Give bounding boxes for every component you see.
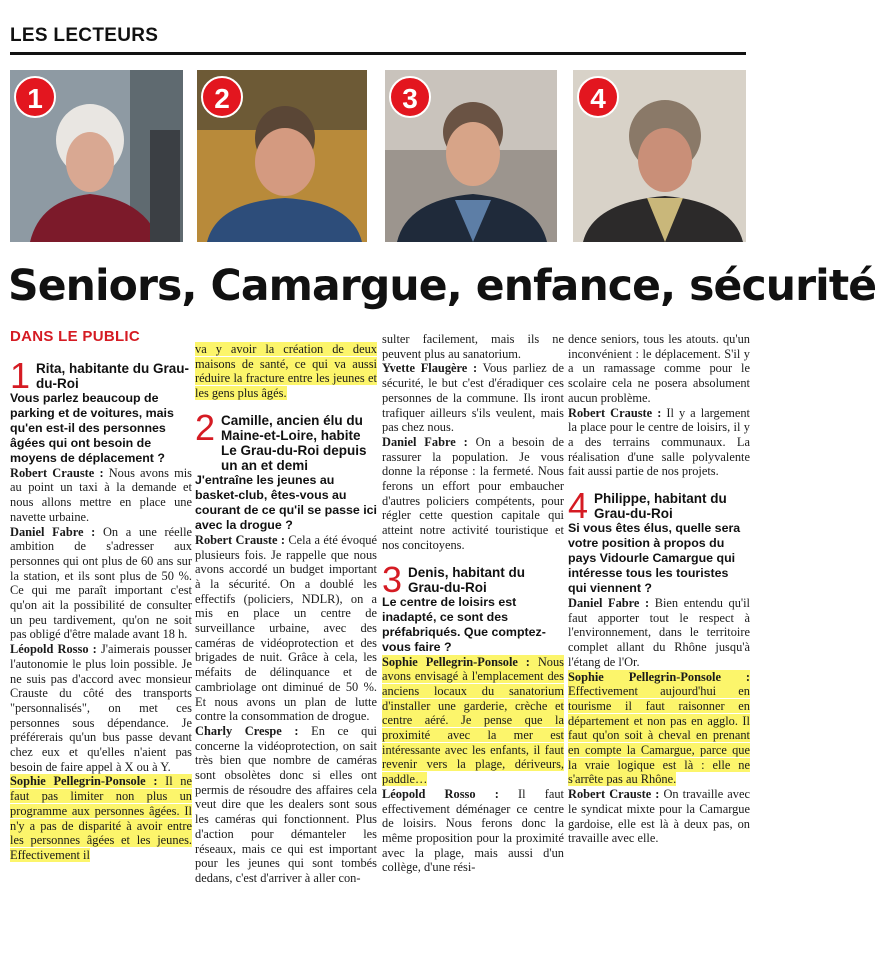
- questioner-4: Philippe, habitant du Grau-du-Roi: [594, 491, 727, 522]
- answer-paragraph: Léopold Rosso : J'aimerais pousser l'autonomie le plus loin possible. Je ne suis pas d'accord avec monsieur Crauste du côté des transports "personnalisés", on met ces personnes sous dépendance. Je préférerais qu'un bus passe devant chez eux et qu'elles n'aient pas besoin de faire appel à X ou à Y.: [10, 642, 193, 774]
- question-header-3: [382, 558, 564, 600]
- answer-paragraph: Sophie Pellegrin-Ponsole : Nous avons envisagé à l'emplacement des anciens locaux du sanatorium d'installer une garderie, crèche et centre aéré. Je pense que la proximité avec la mer est intéressante avec les enfants, il faut revenir vers la plage, dériveurs, paddle…: [382, 654, 564, 787]
- badge-1: 1: [14, 76, 56, 118]
- article-column-2: [195, 342, 377, 886]
- questioner-3: Denis, habitant du Grau-du-Roi: [408, 564, 526, 595]
- question-header-1: [10, 354, 192, 396]
- portrait-photo-3: [385, 70, 557, 242]
- speaker-name: Yvette Flaugère :: [382, 361, 478, 376]
- answer-paragraph: Sophie Pellegrin-Ponsole : Effectivement aujourd'hui en tourisme il faut raisonner en département et non pas en agglo. Il faut qu'on soit à cheval en prenant en compte la Camargue, parce que la vraie logique est là : elle ne s'arrête pas au Rhône.: [568, 669, 750, 787]
- rubric-divider: [10, 52, 746, 55]
- answer-paragraph: Yvette Flaugère : Vous parliez de sécurité, le but c'est d'éradiquer ces personnes de la commune. Ils iront trafiquer ailleurs s'ils veulent, mais pas chez nous.: [382, 361, 564, 435]
- questioner-2: Camille, ancien élu du Maine-et-Loire, habite Le Grau-du-Roi depuis un an et demi: [221, 412, 367, 473]
- questioner-1: Rita, habitante du Grau-du-Roi: [36, 360, 190, 391]
- answer-paragraph: Daniel Fabre : Bien entendu qu'il faut apporter tout le respect à l'environnement, dans le territoire complet allant du Rhône jusqu'à l'étang de l'Or.: [568, 596, 751, 669]
- badge-2: 2: [201, 76, 243, 118]
- speaker-name: Léopold Rosso :: [10, 642, 97, 657]
- badge-4: 4: [577, 76, 619, 118]
- speaker-name: Daniel Fabre :: [10, 524, 96, 539]
- answer-paragraph: Sophie Pellegrin-Ponsole : Il ne faut pas limiter non plus un programme aux personnes âgées. Il n'y a pas de disparité à avoir entre les personnes âgées et les jeunes. Effectivement il: [10, 774, 192, 862]
- speaker-name: Daniel Fabre :: [568, 596, 650, 611]
- answer-paragraph: Daniel Fabre : On a une réelle ambition de s'adresser aux personnes qui ont plus de 60 ans sur la station, et ils sont plus de 50 %. Ce qui me paraît important c'est qu'on ait la possibilité de consulter un peu tardivement, qu'on ne soit pas obligé d'être malade avant 18 h.: [10, 524, 193, 642]
- speaker-name: Sophie Pellegrin-Ponsole :: [382, 654, 530, 669]
- question-number-4: 4: [568, 485, 589, 527]
- speaker-name: Sophie Pellegrin-Ponsole :: [10, 774, 158, 789]
- question-2: J'entraîne les jeunes au basket-club, êtes-vous au courant de ce qu'il se passe ici avec la drogue ?: [195, 472, 377, 532]
- answer-paragraph: Robert Crauste : Cela a été évoqué plusieurs fois. Je rappelle que nous avons accordé un budget important à la sécurité. On a doublé les effectifs (policiers, NDLR), on a mis en place un centre de surveillance urbaine, avec des caméras de vidéoprotection et des brigades de nuit. Grâce à cela, les méfaits de délinquance et de cambriolage ont diminué de 50 %. Et nous avons un plan de lutte contre la consommation de drogue.: [195, 532, 377, 724]
- speaker-name: Robert Crauste :: [568, 405, 662, 420]
- section-rubric: LES LECTEURS: [10, 25, 159, 46]
- speaker-name: Robert Crauste :: [10, 465, 104, 480]
- question-number-2: 2: [195, 406, 216, 448]
- question-header-4: [568, 485, 750, 527]
- kicker: DANS LE PUBLIC: [10, 328, 141, 345]
- article-column-3: [382, 332, 564, 875]
- badge-3: 3: [389, 76, 431, 118]
- portrait-photo-1: [10, 70, 183, 242]
- answer-paragraph: Robert Crauste : On travaille avec le syndicat mixte pour la Camargue gardoise, elle est là à deux pas, on travaille avec elle.: [568, 787, 750, 846]
- question-4: Si vous êtes élus, quelle sera votre position à propos du pays Vidourle Camargue qui intéresse tous les touristes qui viennent ?: [568, 521, 741, 596]
- speaker-name: Robert Crauste :: [568, 787, 660, 802]
- question-number-1: 1: [10, 354, 31, 396]
- speaker-name: Daniel Fabre :: [382, 434, 468, 449]
- portrait-photo-2: [197, 70, 367, 242]
- question-header-2: [195, 406, 377, 473]
- answer-paragraph: Léopold Rosso : Il faut effectivement déménager ce centre de loisirs. Nous ferons donc la même proposition pour la proximité avec la plage, mais aussi d'un collège, d'une rési-: [382, 786, 564, 875]
- speaker-name: Charly Crespe :: [195, 723, 299, 738]
- answer-paragraph: Robert Crauste : Il y a largement la place pour le centre de loisirs, il y a des terrains communaux. La réalisation d'une salle polyvalente fait aussi partie de nos projets.: [568, 405, 751, 479]
- question-3: Le centre de loisirs est inadapté, ce sont des préfabriqués. Que comptez-vous faire ?: [382, 594, 546, 654]
- speaker-name: Robert Crauste :: [195, 532, 286, 547]
- answer-paragraph: Daniel Fabre : On a besoin de rassurer la population. Je vous donne la réponse : la fermeté. Nous ferons un effort pour embaucher d'autres policiers compétents, pour régler cette question capitale qui atteint notre activité touristique et nos concitoyens.: [382, 434, 564, 552]
- article-column-4: [568, 332, 750, 846]
- answer-paragraph: sulter facilement, mais ils ne peuvent plus au sanatorium.: [382, 332, 564, 361]
- article-column-1: [10, 330, 192, 863]
- article-headline: Seniors, Camargue, enfance, sécurité: [8, 262, 876, 311]
- speaker-name: Léopold Rosso :: [382, 786, 499, 801]
- portrait-photo-4: [573, 70, 746, 242]
- answer-paragraph: Charly Crespe : En ce qui concerne la vidéoprotection, on sait très bien que nombre de caméras sont obsolètes donc si elles ont permis de résoudre des affaires cela veut dire que les dealers sont sous les caméras qui fonctionnent. Plus d'action pour démanteler les réseaux, mais ce qui est important pour les jeunes qui sont tombés dedans, c'est d'arriver à aller con-: [195, 723, 377, 885]
- question-1: Vous parlez beaucoup de parking et de voitures, mais qu'en est-il des personnes âgées qui ont besoin de moyens de déplacement ?: [10, 390, 174, 465]
- answer-paragraph: dence seniors, tous les atouts. qu'un inconvénient : le déplacement. S'il y a un ramassage comme pour le scolaire cela ne posera absolument aucun problème.: [568, 332, 750, 405]
- question-number-3: 3: [382, 558, 403, 600]
- answer-paragraph: va y avoir la création de deux maisons de santé, ce qui va aussi réduire la fracture entre les jeunes et les gens plus âgés.: [195, 342, 377, 401]
- answer-paragraph: Robert Crauste : Nous avons mis au point un taxi à la demande et nous allons mettre en place une navette urbaine.: [10, 465, 193, 524]
- speaker-name: Sophie Pellegrin-Ponsole :: [568, 669, 750, 684]
